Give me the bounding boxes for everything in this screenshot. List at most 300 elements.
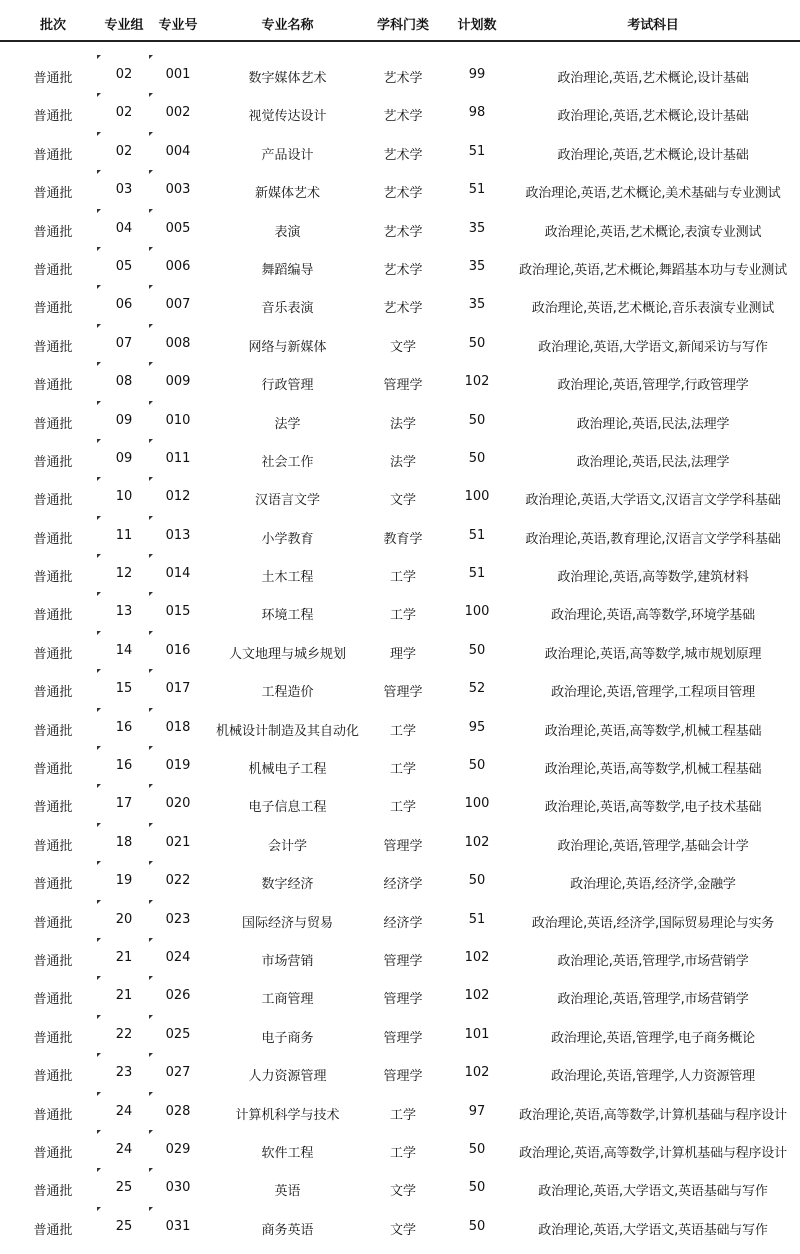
major-group-cell: 24	[115, 1141, 133, 1157]
major-group-cell: 22	[115, 1026, 133, 1042]
discipline-cell: 管理学	[383, 953, 423, 969]
table-row	[0, 733, 800, 778]
batch-cell: 普通批	[33, 1030, 73, 1046]
cell-comment-marker	[97, 1053, 101, 1057]
major-name-cell: 电子信息工程	[248, 800, 327, 816]
major-code-cell: 014	[165, 566, 191, 582]
major-code-cell: 013	[165, 527, 191, 543]
cell-comment-marker	[97, 362, 101, 366]
cell-comment-marker	[97, 132, 101, 136]
cell-comment-marker	[149, 669, 153, 673]
batch-cell: 普通批	[33, 570, 73, 586]
major-name-cell: 机械电子工程	[248, 762, 327, 778]
major-name-cell: 计算机科学与技术	[235, 1107, 340, 1123]
discipline-cell: 文学	[389, 1184, 416, 1200]
plan-count-cell: 51	[468, 527, 486, 543]
major-name-cell: 行政管理	[261, 378, 314, 394]
major-code-cell: 011	[165, 450, 191, 466]
major-group-cell: 17	[115, 796, 133, 812]
cell-comment-marker	[149, 477, 153, 481]
batch-cell: 普通批	[33, 608, 73, 624]
cell-comment-marker	[97, 477, 101, 481]
major-group-cell: 13	[115, 604, 133, 620]
cell-comment-marker	[97, 1092, 101, 1096]
plan-count-cell: 100	[464, 489, 490, 505]
header-major-group: 专业组	[104, 18, 144, 33]
exam-subjects-cell: 政治理论,英语,高等数学,建筑材料	[557, 570, 749, 586]
table-row	[0, 848, 800, 893]
plan-count-cell: 51	[468, 143, 486, 159]
discipline-cell: 工学	[389, 723, 416, 739]
major-name-cell: 汉语言文学	[254, 493, 320, 509]
cell-comment-marker	[97, 1168, 101, 1172]
cell-comment-marker	[149, 401, 153, 405]
plan-count-cell: 50	[468, 758, 486, 774]
exam-subjects-cell: 政治理论,英语,民法,法理学	[576, 454, 730, 470]
table-header	[0, 0, 800, 42]
major-code-cell: 022	[165, 873, 191, 889]
table-row	[0, 963, 800, 1008]
plan-count-cell: 51	[468, 182, 486, 198]
batch-cell: 普通批	[33, 186, 73, 202]
plan-count-cell: 100	[464, 796, 490, 812]
major-code-cell: 004	[165, 143, 191, 159]
major-group-cell: 25	[115, 1180, 133, 1196]
batch-cell: 普通批	[33, 454, 73, 470]
plan-count-cell: 35	[468, 220, 486, 236]
batch-cell: 普通批	[33, 800, 73, 816]
major-group-cell: 09	[115, 412, 133, 428]
major-group-cell: 24	[115, 1103, 133, 1119]
major-name-cell: 会计学	[267, 838, 307, 854]
header-batch: 批次	[39, 18, 66, 33]
major-code-cell: 018	[165, 719, 191, 735]
header-major-name: 专业名称	[261, 18, 314, 33]
major-code-cell: 031	[165, 1218, 191, 1234]
major-code-cell: 012	[165, 489, 191, 505]
major-group-cell: 08	[115, 374, 133, 390]
table-row	[0, 196, 800, 240]
major-group-cell: 11	[115, 527, 133, 543]
plan-count-cell: 102	[464, 949, 490, 965]
table-row	[0, 1194, 800, 1238]
cell-comment-marker	[149, 247, 153, 251]
major-group-cell: 06	[115, 297, 133, 313]
cell-comment-marker	[97, 784, 101, 788]
cell-comment-marker	[149, 1053, 153, 1057]
major-name-cell: 工商管理	[261, 992, 314, 1008]
exam-subjects-cell: 政治理论,英语,高等数学,城市规划原理	[544, 646, 762, 662]
major-group-cell: 10	[115, 489, 133, 505]
major-group-cell: 21	[115, 949, 133, 965]
plan-count-cell: 51	[468, 911, 486, 927]
major-name-cell: 商务英语	[261, 1222, 314, 1238]
discipline-cell: 理学	[389, 646, 416, 662]
major-name-cell: 法学	[274, 416, 301, 432]
discipline-cell: 工学	[389, 762, 416, 778]
major-code-cell: 024	[165, 949, 191, 965]
exam-subjects-cell: 政治理论,英语,大学语文,新闻采访与写作	[538, 339, 768, 355]
major-group-cell: 03	[115, 182, 133, 198]
major-name-cell: 视觉传达设计	[248, 109, 327, 125]
major-code-cell: 015	[165, 604, 191, 620]
discipline-cell: 管理学	[383, 1030, 423, 1046]
cell-comment-marker	[149, 784, 153, 788]
cell-comment-marker	[97, 247, 101, 251]
discipline-cell: 管理学	[383, 838, 423, 854]
major-name-cell: 机械设计制造及其自动化	[215, 723, 359, 739]
header-plan-count: 计划数	[457, 18, 497, 33]
batch-cell: 普通批	[33, 301, 73, 317]
major-group-cell: 25	[115, 1218, 133, 1234]
major-group-cell: 02	[115, 67, 133, 82]
exam-subjects-cell: 政治理论,英语,艺术概论,设计基础	[557, 109, 749, 125]
cell-comment-marker	[149, 1130, 153, 1134]
batch-cell: 普通批	[33, 1069, 73, 1085]
discipline-cell: 管理学	[383, 1069, 423, 1085]
major-code-cell: 016	[165, 642, 191, 658]
cell-comment-marker	[149, 708, 153, 712]
batch-cell: 普通批	[33, 378, 73, 394]
batch-cell: 普通批	[33, 1107, 73, 1123]
cell-comment-marker	[149, 170, 153, 174]
major-group-cell: 19	[115, 873, 133, 889]
table-row	[0, 464, 800, 509]
cell-comment-marker	[97, 746, 101, 750]
cell-comment-marker	[149, 516, 153, 520]
cell-comment-marker	[97, 285, 101, 289]
batch-cell: 普通批	[33, 762, 73, 778]
batch-cell: 普通批	[33, 416, 73, 432]
cell-comment-marker	[149, 1207, 153, 1211]
major-name-cell: 网络与新媒体	[248, 339, 327, 355]
major-name-cell: 社会工作	[261, 454, 314, 470]
cell-comment-marker	[149, 285, 153, 289]
major-name-cell: 表演	[274, 224, 301, 240]
header-major-code: 专业号	[158, 18, 198, 33]
major-name-cell: 数字媒体艺术	[248, 71, 327, 86]
batch-cell: 普通批	[33, 71, 73, 86]
major-group-cell: 20	[115, 911, 133, 927]
cell-comment-marker	[149, 554, 153, 558]
exam-subjects-cell: 政治理论,英语,高等数学,机械工程基础	[544, 762, 762, 778]
plan-count-cell: 102	[464, 1065, 490, 1081]
header-discipline: 学科门类	[376, 18, 429, 33]
exam-subjects-cell: 政治理论,英语,民法,法理学	[576, 416, 730, 432]
exam-subjects-cell: 政治理论,英语,大学语文,英语基础与写作	[538, 1222, 768, 1238]
cell-comment-marker	[149, 132, 153, 136]
batch-cell: 普通批	[33, 531, 73, 547]
batch-cell: 普通批	[33, 723, 73, 739]
discipline-cell: 工学	[389, 608, 416, 624]
major-group-cell: 05	[115, 258, 133, 274]
major-name-cell: 小学教育	[261, 531, 314, 547]
discipline-cell: 艺术学	[383, 262, 423, 278]
table-body	[0, 42, 800, 1238]
major-code-cell: 002	[165, 105, 191, 121]
exam-subjects-cell: 政治理论,英语,管理学,行政管理学	[557, 378, 749, 394]
exam-subjects-cell: 政治理论,英语,大学语文,英语基础与写作	[538, 1184, 768, 1200]
table-row	[0, 579, 800, 624]
major-name-cell: 土木工程	[261, 570, 314, 586]
major-code-cell: 009	[165, 374, 191, 390]
discipline-cell: 经济学	[383, 915, 423, 931]
discipline-cell: 工学	[389, 1107, 416, 1123]
discipline-cell: 管理学	[383, 685, 423, 701]
plan-count-cell: 95	[468, 719, 486, 735]
major-code-cell: 030	[165, 1180, 191, 1196]
table-row	[0, 80, 800, 125]
major-code-cell: 019	[165, 758, 191, 774]
batch-cell: 普通批	[33, 339, 73, 355]
discipline-cell: 工学	[389, 1145, 416, 1161]
table-row	[0, 541, 800, 586]
batch-cell: 普通批	[33, 992, 73, 1008]
major-code-cell: 027	[165, 1065, 191, 1081]
plan-count-cell: 50	[468, 1180, 486, 1196]
batch-cell: 普通批	[33, 838, 73, 854]
major-name-cell: 国际经济与贸易	[241, 915, 333, 931]
major-name-cell: 工程造价	[261, 685, 314, 701]
plan-count-cell: 97	[468, 1103, 486, 1119]
cell-comment-marker	[149, 1092, 153, 1096]
major-group-cell: 15	[115, 681, 133, 697]
major-name-cell: 产品设计	[261, 147, 314, 163]
batch-cell: 普通批	[33, 1222, 73, 1238]
major-code-cell: 006	[165, 258, 191, 274]
cell-comment-marker	[97, 324, 101, 328]
major-group-cell: 14	[115, 642, 133, 658]
major-code-cell: 003	[165, 182, 191, 198]
cell-comment-marker	[149, 209, 153, 213]
cell-comment-marker	[97, 861, 101, 865]
exam-subjects-cell: 政治理论,英语,高等数学,计算机基础与程序设计	[519, 1145, 787, 1161]
batch-cell: 普通批	[33, 262, 73, 278]
exam-subjects-cell: 政治理论,英语,高等数学,计算机基础与程序设计	[519, 1107, 787, 1123]
exam-subjects-cell: 政治理论,英语,教育理论,汉语言文学学科基础	[525, 531, 781, 547]
major-code-cell: 028	[165, 1103, 191, 1119]
exam-subjects-cell: 政治理论,英语,高等数学,环境学基础	[551, 608, 755, 624]
discipline-cell: 管理学	[383, 992, 423, 1008]
cell-comment-marker	[149, 324, 153, 328]
major-name-cell: 数字经济	[261, 877, 314, 893]
major-name-cell: 人文地理与城乡规划	[228, 646, 346, 662]
discipline-cell: 艺术学	[383, 186, 423, 202]
plan-count-cell: 101	[464, 1026, 490, 1042]
exam-subjects-cell: 政治理论,英语,管理学,基础会计学	[557, 838, 749, 854]
exam-subjects-cell: 政治理论,英语,管理学,市场营销学	[557, 992, 749, 1008]
major-code-cell: 001	[165, 67, 191, 82]
major-group-cell: 02	[115, 105, 133, 121]
table-row	[0, 1079, 800, 1123]
cell-comment-marker	[97, 823, 101, 827]
major-name-cell: 音乐表演	[261, 301, 314, 317]
cell-comment-marker	[149, 823, 153, 827]
major-name-cell: 舞蹈编导	[261, 262, 314, 278]
exam-subjects-cell: 政治理论,英语,艺术概论,舞蹈基本功与专业测试	[519, 262, 787, 278]
cell-comment-marker	[97, 170, 101, 174]
cell-comment-marker	[97, 1015, 101, 1019]
cell-comment-marker	[97, 209, 101, 213]
batch-cell: 普通批	[33, 147, 73, 163]
discipline-cell: 文学	[389, 1222, 416, 1238]
major-code-cell: 017	[165, 681, 191, 697]
batch-cell: 普通批	[33, 493, 73, 509]
cell-comment-marker	[149, 938, 153, 942]
cell-comment-marker	[97, 976, 101, 980]
major-name-cell: 软件工程	[261, 1145, 314, 1161]
exam-subjects-cell: 政治理论,英语,管理学,人力资源管理	[551, 1069, 755, 1085]
discipline-cell: 艺术学	[383, 71, 423, 86]
major-code-cell: 008	[165, 335, 191, 351]
exam-subjects-cell: 政治理论,英语,高等数学,机械工程基础	[544, 723, 762, 739]
exam-subjects-cell: 政治理论,英语,管理学,电子商务概论	[551, 1030, 755, 1046]
plan-count-cell: 102	[464, 374, 490, 390]
major-group-cell: 09	[115, 450, 133, 466]
major-group-cell: 16	[115, 758, 133, 774]
cell-comment-marker	[97, 554, 101, 558]
table-row	[0, 1155, 800, 1200]
major-name-cell: 环境工程	[261, 608, 314, 624]
major-name-cell: 英语	[274, 1184, 301, 1200]
plan-count-cell: 102	[464, 834, 490, 850]
table-row	[0, 695, 800, 739]
table-row	[0, 1002, 800, 1046]
major-group-cell: 16	[115, 719, 133, 735]
batch-cell: 普通批	[33, 1145, 73, 1161]
table-row	[0, 925, 800, 969]
discipline-cell: 艺术学	[383, 147, 423, 163]
cell-comment-marker	[149, 55, 153, 59]
table-row	[0, 810, 800, 854]
major-group-cell: 07	[115, 335, 133, 351]
plan-count-cell: 98	[468, 105, 486, 121]
discipline-cell: 教育学	[383, 531, 423, 547]
table-row	[0, 503, 800, 547]
discipline-cell: 艺术学	[383, 301, 423, 317]
cell-comment-marker	[149, 439, 153, 443]
plan-count-cell: 50	[468, 1218, 486, 1234]
plan-count-cell: 50	[468, 873, 486, 889]
cell-comment-marker	[97, 401, 101, 405]
cell-comment-marker	[149, 1015, 153, 1019]
cell-comment-marker	[97, 439, 101, 443]
exam-subjects-cell: 政治理论,英语,高等数学,电子技术基础	[544, 800, 762, 816]
major-name-cell: 新媒体艺术	[254, 186, 320, 202]
discipline-cell: 文学	[389, 339, 416, 355]
plan-count-cell: 100	[464, 604, 490, 620]
major-code-cell: 025	[165, 1026, 191, 1042]
table-row	[0, 426, 800, 470]
cell-comment-marker	[149, 592, 153, 596]
exam-subjects-cell: 政治理论,英语,经济学,国际贸易理论与实务	[531, 915, 775, 931]
plan-count-cell: 35	[468, 258, 486, 274]
table-row	[0, 1117, 800, 1161]
cell-comment-marker	[149, 362, 153, 366]
cell-comment-marker	[97, 900, 101, 904]
table-row	[0, 1040, 800, 1085]
exam-subjects-cell: 政治理论,英语,经济学,金融学	[570, 877, 736, 893]
table-row	[0, 349, 800, 394]
table-row	[0, 157, 800, 202]
exam-subjects-cell: 政治理论,英语,艺术概论,表演专业测试	[544, 224, 762, 240]
table-row	[0, 272, 800, 317]
header-exam-subjects: 考试科目	[627, 18, 679, 33]
major-group-cell: 18	[115, 834, 133, 850]
exam-subjects-cell: 政治理论,英语,管理学,工程项目管理	[551, 685, 755, 701]
exam-subjects-cell: 政治理论,英语,艺术概论,设计基础	[557, 147, 749, 163]
table-row	[0, 311, 800, 355]
major-code-cell: 005	[165, 220, 191, 236]
batch-cell: 普通批	[33, 877, 73, 893]
table-row	[0, 119, 800, 163]
discipline-cell: 工学	[389, 800, 416, 816]
discipline-cell: 经济学	[383, 877, 423, 893]
discipline-cell: 管理学	[383, 378, 423, 394]
cell-comment-marker	[149, 631, 153, 635]
discipline-cell: 法学	[389, 454, 416, 470]
table-row	[0, 234, 800, 278]
batch-cell: 普通批	[33, 109, 73, 125]
batch-cell: 普通批	[33, 915, 73, 931]
table-row	[0, 618, 800, 662]
major-code-cell: 007	[165, 297, 191, 313]
major-name-cell: 人力资源管理	[248, 1069, 327, 1085]
major-code-cell: 021	[165, 834, 191, 850]
cell-comment-marker	[97, 592, 101, 596]
exam-subjects-cell: 政治理论,英语,艺术概论,音乐表演专业测试	[531, 301, 775, 317]
discipline-cell: 法学	[389, 416, 416, 432]
plan-count-cell: 50	[468, 412, 486, 428]
cell-comment-marker	[149, 746, 153, 750]
batch-cell: 普通批	[33, 224, 73, 240]
plan-count-cell: 50	[468, 450, 486, 466]
cell-comment-marker	[97, 516, 101, 520]
cell-comment-marker	[97, 669, 101, 673]
plan-count-cell: 99	[468, 67, 486, 82]
exam-subjects-cell: 政治理论,英语,大学语文,汉语言文学学科基础	[525, 493, 781, 509]
plan-count-cell: 102	[464, 988, 490, 1004]
batch-cell: 普通批	[33, 1184, 73, 1200]
plan-count-cell: 35	[468, 297, 486, 313]
discipline-cell: 艺术学	[383, 109, 423, 125]
major-group-cell: 02	[115, 143, 133, 159]
plan-count-cell: 50	[468, 1141, 486, 1157]
discipline-cell: 文学	[389, 493, 416, 509]
table-row	[0, 887, 800, 931]
discipline-cell: 艺术学	[383, 224, 423, 240]
cell-comment-marker	[149, 1168, 153, 1172]
major-code-cell: 020	[165, 796, 191, 812]
cell-comment-marker	[97, 631, 101, 635]
plan-count-cell: 52	[468, 681, 486, 697]
cell-comment-marker	[97, 55, 101, 59]
batch-cell: 普通批	[33, 646, 73, 662]
major-code-cell: 010	[165, 412, 191, 428]
major-code-cell: 023	[165, 911, 191, 927]
major-name-cell: 电子商务	[261, 1030, 314, 1046]
exam-subjects-cell: 政治理论,英语,艺术概论,美术基础与专业测试	[525, 186, 781, 202]
major-group-cell: 04	[115, 220, 133, 236]
discipline-cell: 工学	[389, 570, 416, 586]
cell-comment-marker	[97, 1207, 101, 1211]
cell-comment-marker	[149, 93, 153, 97]
batch-cell: 普通批	[33, 685, 73, 701]
major-group-cell: 21	[115, 988, 133, 1004]
table-row	[0, 42, 800, 86]
plan-count-cell: 51	[468, 566, 486, 582]
major-group-cell: 23	[115, 1065, 133, 1081]
